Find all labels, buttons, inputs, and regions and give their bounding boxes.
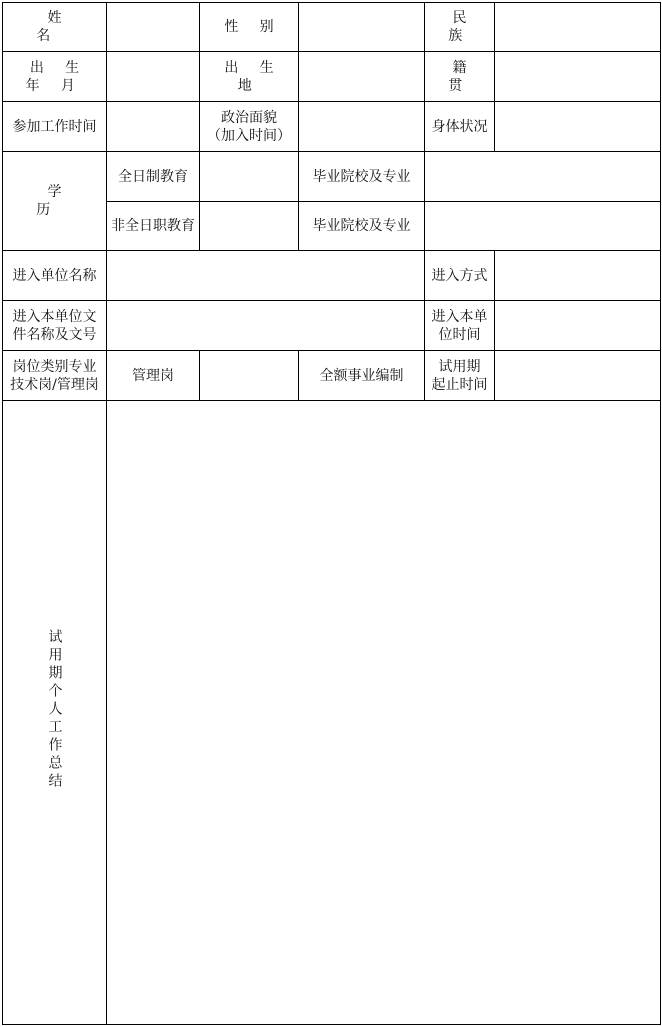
unit-name-label: 进入单位名称 (3, 251, 107, 301)
row-name (3, 3, 661, 52)
row-entry-document (3, 301, 661, 351)
parttime-education-label: 非全日职教育 (107, 202, 200, 251)
birthplace-label: 出 生 地 (200, 52, 299, 102)
fulltime-education-value[interactable] (200, 152, 299, 202)
native-place-label: 籍 贯 (425, 52, 495, 102)
row-work-start (3, 102, 661, 152)
birth-date-value[interactable] (107, 52, 200, 102)
entry-method-label: 进入方式 (425, 251, 495, 301)
birth-date-label: 出 生 年 月 (3, 52, 107, 102)
unit-name-value[interactable] (107, 251, 425, 301)
name-label: 姓 名 (3, 3, 107, 52)
work-start-label: 参加工作时间 (3, 102, 107, 152)
row-post (3, 351, 661, 401)
entry-document-value[interactable] (107, 301, 425, 351)
health-value[interactable] (495, 102, 661, 152)
row-birth (3, 52, 661, 102)
row-education-fulltime (3, 152, 661, 202)
fulltime-education-label: 全日制教育 (107, 152, 200, 202)
name-value[interactable] (107, 3, 200, 52)
entry-time-value[interactable] (495, 301, 661, 351)
probation-summary-value[interactable] (107, 401, 661, 1025)
political-status-label: 政治面貌 （加入时间） (200, 102, 299, 152)
gender-label: 性 别 (200, 3, 299, 52)
gender-value[interactable] (299, 3, 425, 52)
fulltime-school-major-label: 毕业院校及专业 (299, 152, 425, 202)
staffing-type-value[interactable]: 全额事业编制 (299, 351, 425, 401)
post-extra-value[interactable] (200, 351, 299, 401)
entry-time-label: 进入本单 位时间 (425, 301, 495, 351)
row-summary (3, 401, 661, 1025)
probation-period-label: 试用期 起止时间 (425, 351, 495, 401)
row-unit (3, 251, 661, 301)
probation-summary-label: 试用期个人工作总结 (3, 401, 107, 1025)
fulltime-school-major-value[interactable] (425, 152, 661, 202)
probation-registration-form (2, 2, 661, 1025)
native-place-value[interactable] (495, 52, 661, 102)
work-start-value[interactable] (107, 102, 200, 152)
ethnicity-label: 民 族 (425, 3, 495, 52)
education-label: 学 历 (3, 152, 107, 251)
health-label: 身体状况 (425, 102, 495, 152)
post-type-value[interactable]: 管理岗 (107, 351, 200, 401)
parttime-education-value[interactable] (200, 202, 299, 251)
parttime-school-major-value[interactable] (425, 202, 661, 251)
parttime-school-major-label: 毕业院校及专业 (299, 202, 425, 251)
birthplace-value[interactable] (299, 52, 425, 102)
entry-document-label: 进入本单位文 件名称及文号 (3, 301, 107, 351)
probation-period-value[interactable] (495, 351, 661, 401)
post-type-label: 岗位类别专业 技术岗/管理岗 (3, 351, 107, 401)
entry-method-value[interactable] (495, 251, 661, 301)
ethnicity-value[interactable] (495, 3, 661, 52)
political-status-value[interactable] (299, 102, 425, 152)
